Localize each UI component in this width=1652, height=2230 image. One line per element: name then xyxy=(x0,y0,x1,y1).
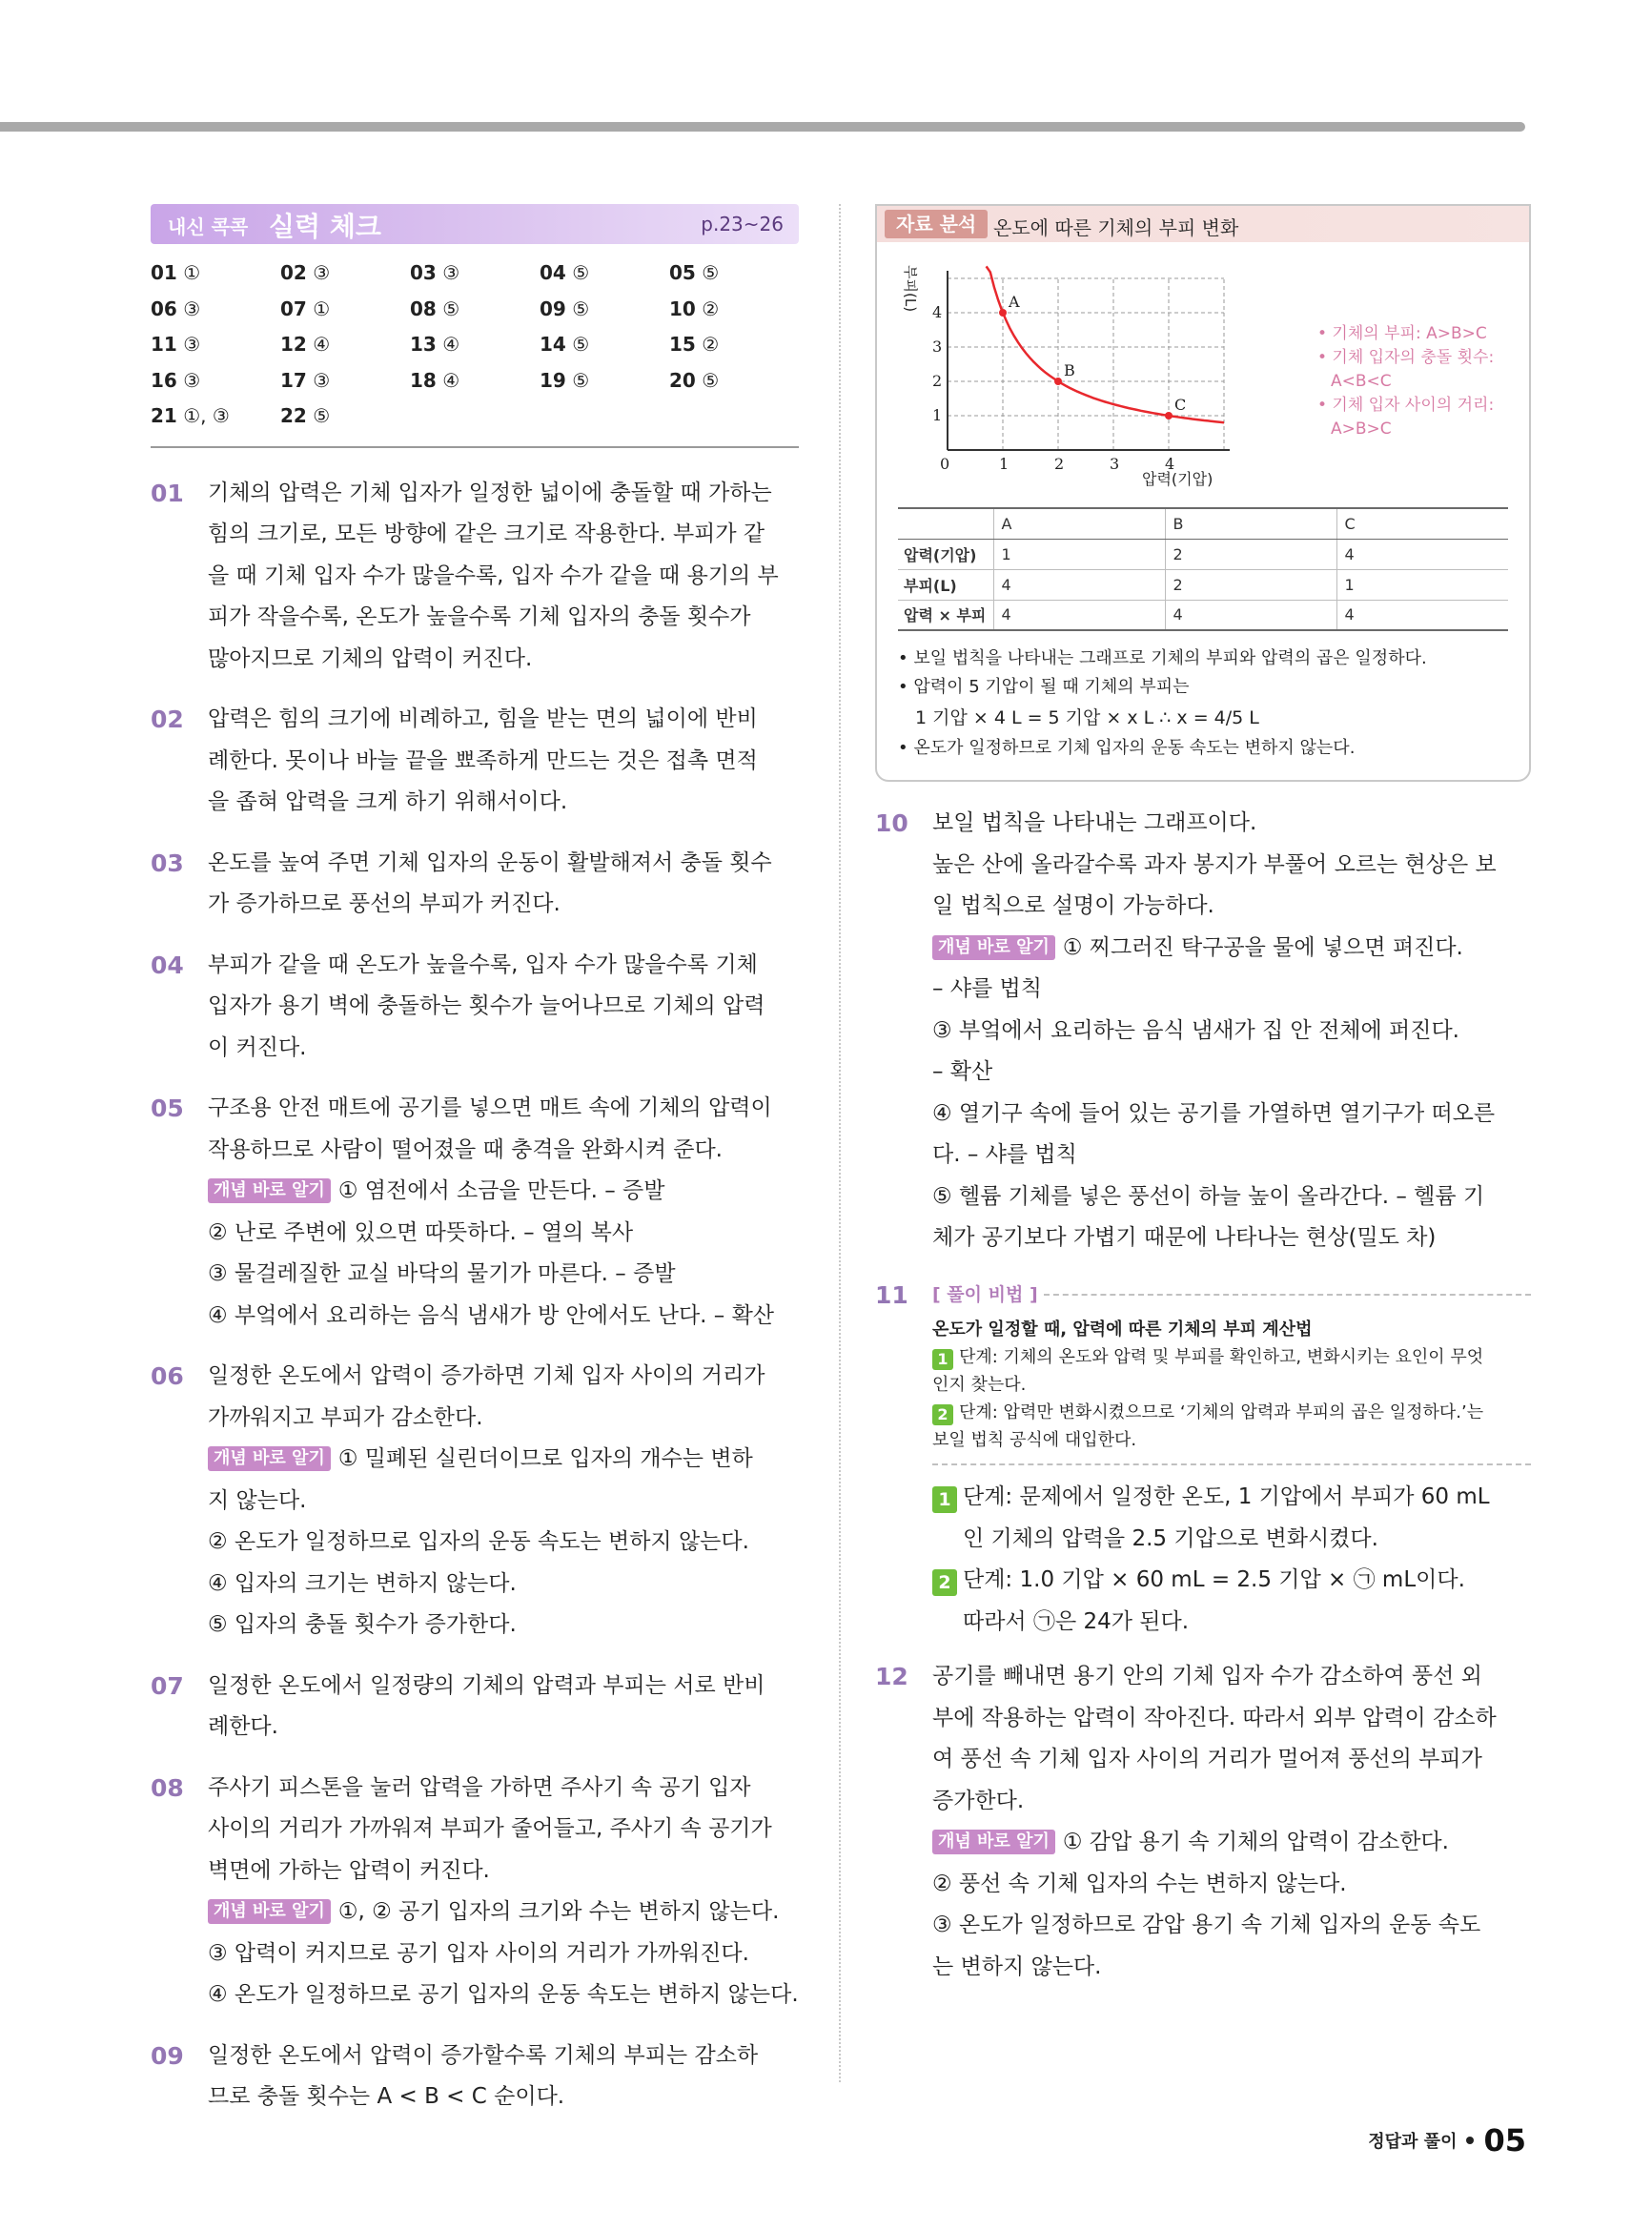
answer-choice: ③ xyxy=(183,368,201,392)
note-line: A<B<C xyxy=(1331,372,1392,391)
answer-choice: ① xyxy=(313,297,331,320)
text-line: 례한다. xyxy=(208,1714,278,1739)
table-cell: 4 xyxy=(1336,539,1508,569)
point-label-b: B xyxy=(1064,361,1075,379)
question-01 xyxy=(151,473,799,681)
text-line: 례한다. 못이나 바늘 끝을 뾰족하게 만드는 것은 접촉 면적 xyxy=(208,747,758,773)
bullet-line: • 온도가 일정하므로 기체 입자의 운동 속도는 변하지 않는다. xyxy=(898,738,1356,758)
answer-choice: ③ xyxy=(183,333,201,356)
note-line: A>B>C xyxy=(1331,419,1392,439)
badge-text: ①, ② 공기 입자의 크기와 수는 변하지 않는다. xyxy=(337,1899,780,1924)
question-02 xyxy=(151,699,799,824)
y-tick-label: 1 xyxy=(932,406,943,424)
answer-grid xyxy=(151,261,799,440)
tip-step-text: 보일 법칙 공식에 대입한다. xyxy=(932,1430,1137,1450)
question-number: 01 xyxy=(151,479,184,507)
answer-item xyxy=(669,333,799,369)
answer-choice: ④ xyxy=(442,333,460,356)
badge-text: ① 감압 용기 속 기체의 압력이 감소한다. xyxy=(1062,1830,1449,1854)
answer-number: 13 xyxy=(410,333,437,356)
footer-dot xyxy=(1466,2137,1474,2144)
table-cell: 4 xyxy=(1165,600,1336,630)
table-cell: 2 xyxy=(1165,539,1336,569)
answer-number: 12 xyxy=(280,333,307,356)
text-line: ④ 열기구 속에 들어 있는 공기를 가열하면 열기구가 떠오른 xyxy=(932,1100,1496,1126)
answer-choice: ⑤ xyxy=(572,261,590,284)
answer-item xyxy=(280,333,410,369)
answer-number: 05 xyxy=(669,261,696,284)
question-11 xyxy=(875,1275,1531,1644)
left-column xyxy=(151,204,799,2118)
note-line: • 기체 입자의 충돌 횟수: xyxy=(1317,348,1495,367)
answer-item xyxy=(540,333,669,369)
text-line: 많아지므로 기체의 압력이 커진다. xyxy=(208,645,533,671)
badge-text: ① 염전에서 소금을 만든다. – 증발 xyxy=(337,1178,665,1203)
text-line: 피가 작을수록, 온도가 높을수록 기체 입자의 충돌 횟수가 xyxy=(208,604,751,629)
tip-label: [ 풀이 비법 ] xyxy=(932,1283,1038,1305)
answer-item xyxy=(151,369,280,405)
text-line: ③ 물걸레질한 교실 바닥의 물기가 마른다. – 증발 xyxy=(208,1261,676,1286)
chart-side-notes xyxy=(1317,322,1527,441)
answer-item xyxy=(410,261,540,297)
page-footer xyxy=(1368,2122,1526,2158)
answer-item xyxy=(669,261,799,297)
text-line: 지 않는다. xyxy=(208,1487,307,1513)
text-line: 가 증가하므로 풍선의 부피가 커진다. xyxy=(208,891,561,916)
text-line: 을 좁혀 압력을 크게 하기 위해서이다. xyxy=(208,789,568,814)
answer-choice: ⑤ xyxy=(702,261,720,284)
x-axis-label: 압력(기압) xyxy=(1142,470,1214,488)
data-analysis-header xyxy=(877,206,1529,242)
text-line: ⑤ 헬륨 기체를 넣은 풍선이 하늘 높이 올라간다. – 헬륨 기 xyxy=(932,1183,1485,1209)
tip-step-line xyxy=(932,1399,1531,1426)
answer-item xyxy=(280,297,410,334)
text-line: 증가한다. xyxy=(932,1788,1025,1813)
text-line: 부에 작용하는 압력이 작아진다. 따라서 외부 압력이 감소하 xyxy=(932,1705,1497,1730)
answer-choice: ③ xyxy=(313,261,331,284)
tip-dash-line xyxy=(1044,1294,1531,1296)
concept-badge: 개념 바로 알기 xyxy=(932,935,1055,960)
answer-choice: ③ xyxy=(313,368,331,392)
text-line: 주사기 피스톤을 눌러 압력을 가하면 주사기 속 공기 입자 xyxy=(208,1774,751,1800)
text-line: 일정한 온도에서 일정량의 기체의 압력과 부피는 서로 반비 xyxy=(208,1672,765,1698)
badge-line xyxy=(208,1171,799,1213)
question-07 xyxy=(151,1666,799,1749)
skill-check-header xyxy=(151,204,799,244)
answer-choice: ⑤ xyxy=(702,368,720,392)
answer-number: 08 xyxy=(410,297,437,320)
question-number: 11 xyxy=(875,1280,908,1309)
y-axis-label: 부피(L) xyxy=(902,265,919,313)
answer-choice: ⑤ xyxy=(313,404,331,427)
concept-badge: 개념 바로 알기 xyxy=(208,1178,331,1203)
text-line: 일정한 온도에서 압력이 증가하면 기체 입자 사이의 거리가 xyxy=(208,1363,765,1388)
answer-item xyxy=(410,369,540,405)
y-tick-label: 3 xyxy=(932,338,943,356)
table-row xyxy=(898,600,1508,630)
answer-item xyxy=(280,369,410,405)
answer-item xyxy=(151,261,280,297)
step-number-icon: 2 xyxy=(932,1404,953,1425)
tip-step-text: 인지 찾는다. xyxy=(932,1375,1027,1395)
step-number-icon: 1 xyxy=(932,1349,953,1370)
answer-choice: ⑤ xyxy=(572,368,590,392)
tip-title: 온도가 일정할 때, 압력에 따른 기체의 부피 계산법 xyxy=(932,1320,1313,1340)
text-line: 보일 법칙을 나타내는 그래프이다. xyxy=(932,810,1257,835)
x-tick-label: 2 xyxy=(1054,455,1065,473)
table-cell: 4 xyxy=(1336,600,1508,630)
data-point-c xyxy=(1165,412,1173,419)
text-line: 공기를 빼내면 용기 안의 기체 입자 수가 감소하여 풍선 외 xyxy=(932,1664,1482,1688)
tip-header xyxy=(932,1275,1531,1317)
answer-number: 11 xyxy=(151,333,177,356)
text-line: ② 풍선 속 기체 입자의 수는 변하지 않는다. xyxy=(932,1871,1347,1896)
boyle-chart xyxy=(877,242,1315,501)
text-line: 벽면에 가하는 압력이 커진다. xyxy=(208,1857,490,1883)
answer-item xyxy=(669,297,799,334)
text-line: ④ 온도가 일정하므로 공기 입자의 운동 속도는 변하지 않는다. xyxy=(208,1982,799,2007)
answer-choice: ⑤ xyxy=(572,297,590,320)
answer-number: 01 xyxy=(151,261,177,284)
answer-choice: ③ xyxy=(183,297,201,320)
text-line: 사이의 거리가 가까워져 부피가 줄어들고, 주사기 속 공기가 xyxy=(208,1816,772,1841)
question-number: 03 xyxy=(151,849,184,877)
text-line: 기체의 압력은 기체 입자가 일정한 넓이에 충돌할 때 가하는 xyxy=(208,480,772,505)
bullet-line: • 보일 법칙을 나타내는 그래프로 기체의 부피와 압력의 곱은 일정하다. xyxy=(898,648,1427,668)
answer-number: 18 xyxy=(410,368,437,392)
badge-text: ① 찌그러진 탁구공을 물에 넣으면 펴진다. xyxy=(1062,934,1463,960)
data-analysis-box xyxy=(875,204,1531,782)
table-row xyxy=(898,569,1508,600)
step-text: 인 기체의 압력을 2.5 기압으로 변화시켰다. xyxy=(963,1525,1378,1551)
answer-choice: ② xyxy=(702,333,720,356)
answer-choice: ⑤ xyxy=(572,333,590,356)
step-line xyxy=(932,1477,1531,1519)
answer-number: 03 xyxy=(410,261,437,284)
table-cell: 부피(L) xyxy=(898,569,993,600)
answer-choice: ① xyxy=(183,261,201,284)
answer-number: 20 xyxy=(669,368,696,392)
table-row xyxy=(898,539,1508,569)
answer-item xyxy=(540,297,669,334)
data-point-a xyxy=(999,309,1007,317)
text-line: 압력은 힘의 크기에 비례하고, 힘을 받는 면의 넓이에 반비 xyxy=(208,706,758,731)
answer-number: 02 xyxy=(280,261,307,284)
table-cell: 1 xyxy=(1336,569,1508,600)
x-tick-label: 1 xyxy=(999,455,1010,473)
table-cell: A xyxy=(993,508,1165,539)
answer-item xyxy=(410,333,540,369)
table-cell: 압력(기압) xyxy=(898,539,993,569)
pressure-volume-table xyxy=(898,507,1508,631)
concept-badge: 개념 바로 알기 xyxy=(932,1830,1055,1854)
text-line: 일정한 온도에서 압력이 증가할수록 기체의 부피는 감소하 xyxy=(208,2042,759,2068)
text-line: 다. – 샤를 법칙 xyxy=(932,1142,1077,1167)
text-line: ② 난로 주변에 있으면 따뜻하다. – 열의 복사 xyxy=(208,1219,634,1245)
x-tick-label: 4 xyxy=(1165,455,1175,473)
text-line: 입자가 용기 벽에 충돌하는 횟수가 늘어나므로 기체의 압력 xyxy=(208,993,765,1018)
answer-choice: ④ xyxy=(442,368,460,392)
step-text: 단계: 1.0 기압 × 60 mL = 2.5 기압 × ㉠ mL이다. xyxy=(963,1567,1465,1592)
tip-step-line xyxy=(932,1343,1531,1371)
step-number-icon: 2 xyxy=(932,1569,957,1596)
check-page-ref: p.23~26 xyxy=(701,213,784,235)
data-analysis-tag: 자료 분석 xyxy=(885,210,988,238)
data-analysis-title: 온도에 따른 기체의 부피 변화 xyxy=(993,216,1239,239)
data-point-b xyxy=(1054,378,1062,385)
check-title: 실력 체크 xyxy=(269,211,381,242)
table-cell xyxy=(898,508,993,539)
question-number: 08 xyxy=(151,1773,184,1802)
question-number: 07 xyxy=(151,1671,184,1700)
table-cell: 1 xyxy=(993,539,1165,569)
note-line: • 기체 입자 사이의 거리: xyxy=(1317,396,1495,415)
top-rule xyxy=(0,122,1525,132)
text-line: 힘의 크기로, 모든 방향에 같은 크기로 작용한다. 부피가 같 xyxy=(208,522,765,546)
table-cell: 압력 × 부피 xyxy=(898,600,993,630)
answer-number: 07 xyxy=(280,297,307,320)
text-line: ③ 압력이 커지므로 공기 입자 사이의 거리가 가까워진다. xyxy=(208,1940,749,1966)
answer-number: 22 xyxy=(280,404,307,427)
question-number: 06 xyxy=(151,1362,184,1390)
footer-label: 정답과 풀이 xyxy=(1368,2132,1458,2152)
answer-choice: ⑤ xyxy=(442,297,460,320)
answer-number: 15 xyxy=(669,333,696,356)
table-cell: C xyxy=(1336,508,1508,539)
question-number: 12 xyxy=(875,1663,908,1690)
table-cell: B xyxy=(1165,508,1336,539)
text-line: 부피가 같을 때 온도가 높을수록, 입자 수가 많을수록 기체 xyxy=(208,951,758,977)
answer-choice: ② xyxy=(702,297,720,320)
badge-line xyxy=(932,1822,1531,1864)
question-06 xyxy=(151,1356,799,1647)
x-tick-label: 3 xyxy=(1110,455,1120,473)
answer-item xyxy=(151,333,280,369)
formula-line: 1 기압 × 4 L = 5 기압 × x L ∴ x = 4/5 L xyxy=(915,707,1259,728)
question-05 xyxy=(151,1088,799,1337)
column-divider xyxy=(839,204,841,2082)
point-label-a: A xyxy=(1009,293,1020,311)
text-line: 가까워지고 부피가 감소한다. xyxy=(208,1404,483,1430)
data-analysis-bullets xyxy=(877,631,1529,780)
text-line: ② 온도가 일정하므로 입자의 운동 속도는 변하지 않는다. xyxy=(208,1529,749,1554)
text-line: 체가 공기보다 가볍기 때문에 나타나는 현상(밀도 차) xyxy=(932,1225,1437,1250)
text-line: ③ 부엌에서 요리하는 음식 냄새가 집 안 전체에 퍼진다. xyxy=(932,1017,1459,1043)
answer-item xyxy=(540,261,669,297)
answer-choice: ①, ③ xyxy=(183,404,230,427)
concept-badge: 개념 바로 알기 xyxy=(208,1899,331,1924)
text-line: ③ 온도가 일정하므로 감압 용기 속 기체 입자의 운동 속도 xyxy=(932,1913,1481,1937)
text-line: 을 때 기체 입자 수가 많을수록, 입자 수가 같을 때 용기의 부 xyxy=(208,563,779,588)
text-line: 는 변하지 않는다. xyxy=(932,1954,1102,1979)
question-12 xyxy=(875,1656,1531,1988)
question-10 xyxy=(875,803,1531,1259)
answer-number: 14 xyxy=(540,333,566,356)
text-line: 므로 충돌 횟수는 A < B < C 순이다. xyxy=(208,2084,565,2109)
question-number: 02 xyxy=(151,706,184,733)
answer-number: 04 xyxy=(540,261,566,284)
badge-line xyxy=(932,928,1531,970)
y-tick-label: 4 xyxy=(932,303,943,321)
table-cell: 2 xyxy=(1165,569,1336,600)
answer-choice: ③ xyxy=(442,261,460,284)
text-line: ④ 부엌에서 요리하는 음식 냄새가 방 안에서도 난다. – 확산 xyxy=(208,1302,775,1328)
answer-item xyxy=(540,369,669,405)
table-header-row xyxy=(898,508,1508,539)
x-tick-label: 0 xyxy=(940,455,950,473)
answer-item xyxy=(151,297,280,334)
text-line: ⑤ 입자의 충돌 횟수가 증가한다. xyxy=(208,1612,517,1637)
text-line: – 샤를 법칙 xyxy=(932,976,1042,1001)
answer-number: 06 xyxy=(151,297,177,320)
text-line: – 확산 xyxy=(932,1059,993,1084)
question-number: 09 xyxy=(151,2041,184,2070)
check-tag: 내신 콕콕 xyxy=(168,215,249,238)
badge-text: ① 밀폐된 실린더이므로 입자의 개수는 변하 xyxy=(337,1446,753,1471)
question-04 xyxy=(151,945,799,1070)
note-line: • 기체의 부피: A>B>C xyxy=(1317,324,1487,343)
badge-line xyxy=(208,1892,799,1933)
question-number: 04 xyxy=(151,951,184,979)
answer-number: 21 xyxy=(151,404,177,427)
answer-item xyxy=(410,297,540,334)
concept-badge: 개념 바로 알기 xyxy=(208,1446,331,1471)
text-line: 여 풍선 속 기체 입자 사이의 거리가 멀어져 풍선의 부피가 xyxy=(932,1747,1482,1771)
step-line xyxy=(932,1560,1531,1602)
question-08 xyxy=(151,1768,799,2016)
text-line: 작용하므로 사람이 떨어졌을 때 충격을 완화시켜 준다. xyxy=(208,1136,723,1162)
answer-item xyxy=(669,369,799,405)
step-number-icon: 1 xyxy=(932,1486,957,1513)
step-text: 따라서 ㉠은 24가 된다. xyxy=(963,1608,1190,1634)
answer-number: 19 xyxy=(540,368,566,392)
step-text: 단계: 문제에서 일정한 온도, 1 기압에서 부피가 60 mL xyxy=(963,1484,1490,1509)
boyle-curve xyxy=(987,266,1224,422)
badge-line xyxy=(208,1439,799,1481)
text-line: 구조용 안전 매트에 공기를 넣으면 매트 속에 기체의 압력이 xyxy=(208,1095,772,1120)
answer-number: 10 xyxy=(669,297,696,320)
answer-item xyxy=(151,404,280,440)
question-03 xyxy=(151,843,799,926)
tip-body xyxy=(932,1316,1531,1454)
point-label-c: C xyxy=(1174,396,1187,414)
text-line: 이 커진다. xyxy=(208,1034,307,1060)
right-column xyxy=(875,204,1531,1988)
answer-number: 16 xyxy=(151,368,177,392)
text-line: 온도를 높여 주면 기체 입자의 운동이 활발해져서 충돌 횟수 xyxy=(208,849,772,875)
text-line: ④ 입자의 크기는 변하지 않는다. xyxy=(208,1570,517,1596)
y-tick-label: 2 xyxy=(932,372,943,390)
table-cell: 4 xyxy=(993,569,1165,600)
answer-number: 09 xyxy=(540,297,566,320)
answer-number: 17 xyxy=(280,368,307,392)
answer-item xyxy=(280,404,410,440)
answer-choice: ④ xyxy=(313,333,331,356)
bullet-line: • 압력이 5 기압이 될 때 기체의 부피는 xyxy=(898,677,1190,697)
question-number: 10 xyxy=(875,809,908,837)
page-number: 05 xyxy=(1483,2122,1526,2158)
question-number: 05 xyxy=(151,1095,184,1122)
answer-item xyxy=(280,261,410,297)
text-line: 높은 산에 올라갈수록 과자 봉지가 부풀어 오르는 현상은 보 xyxy=(932,851,1497,877)
text-line: 일 법칙으로 설명이 가능하다. xyxy=(932,893,1214,918)
tip-step-text: 단계: 기체의 온도와 압력 및 부피를 확인하고, 변화시키는 요인이 무엇 xyxy=(959,1347,1484,1367)
table-cell: 4 xyxy=(993,600,1165,630)
boyle-chart-area xyxy=(877,242,1529,501)
tip-step-text: 단계: 압력만 변화시켰으므로 ‘기체의 압력과 부피의 곱은 일정하다.’는 xyxy=(959,1402,1484,1422)
question-09 xyxy=(151,2036,799,2118)
